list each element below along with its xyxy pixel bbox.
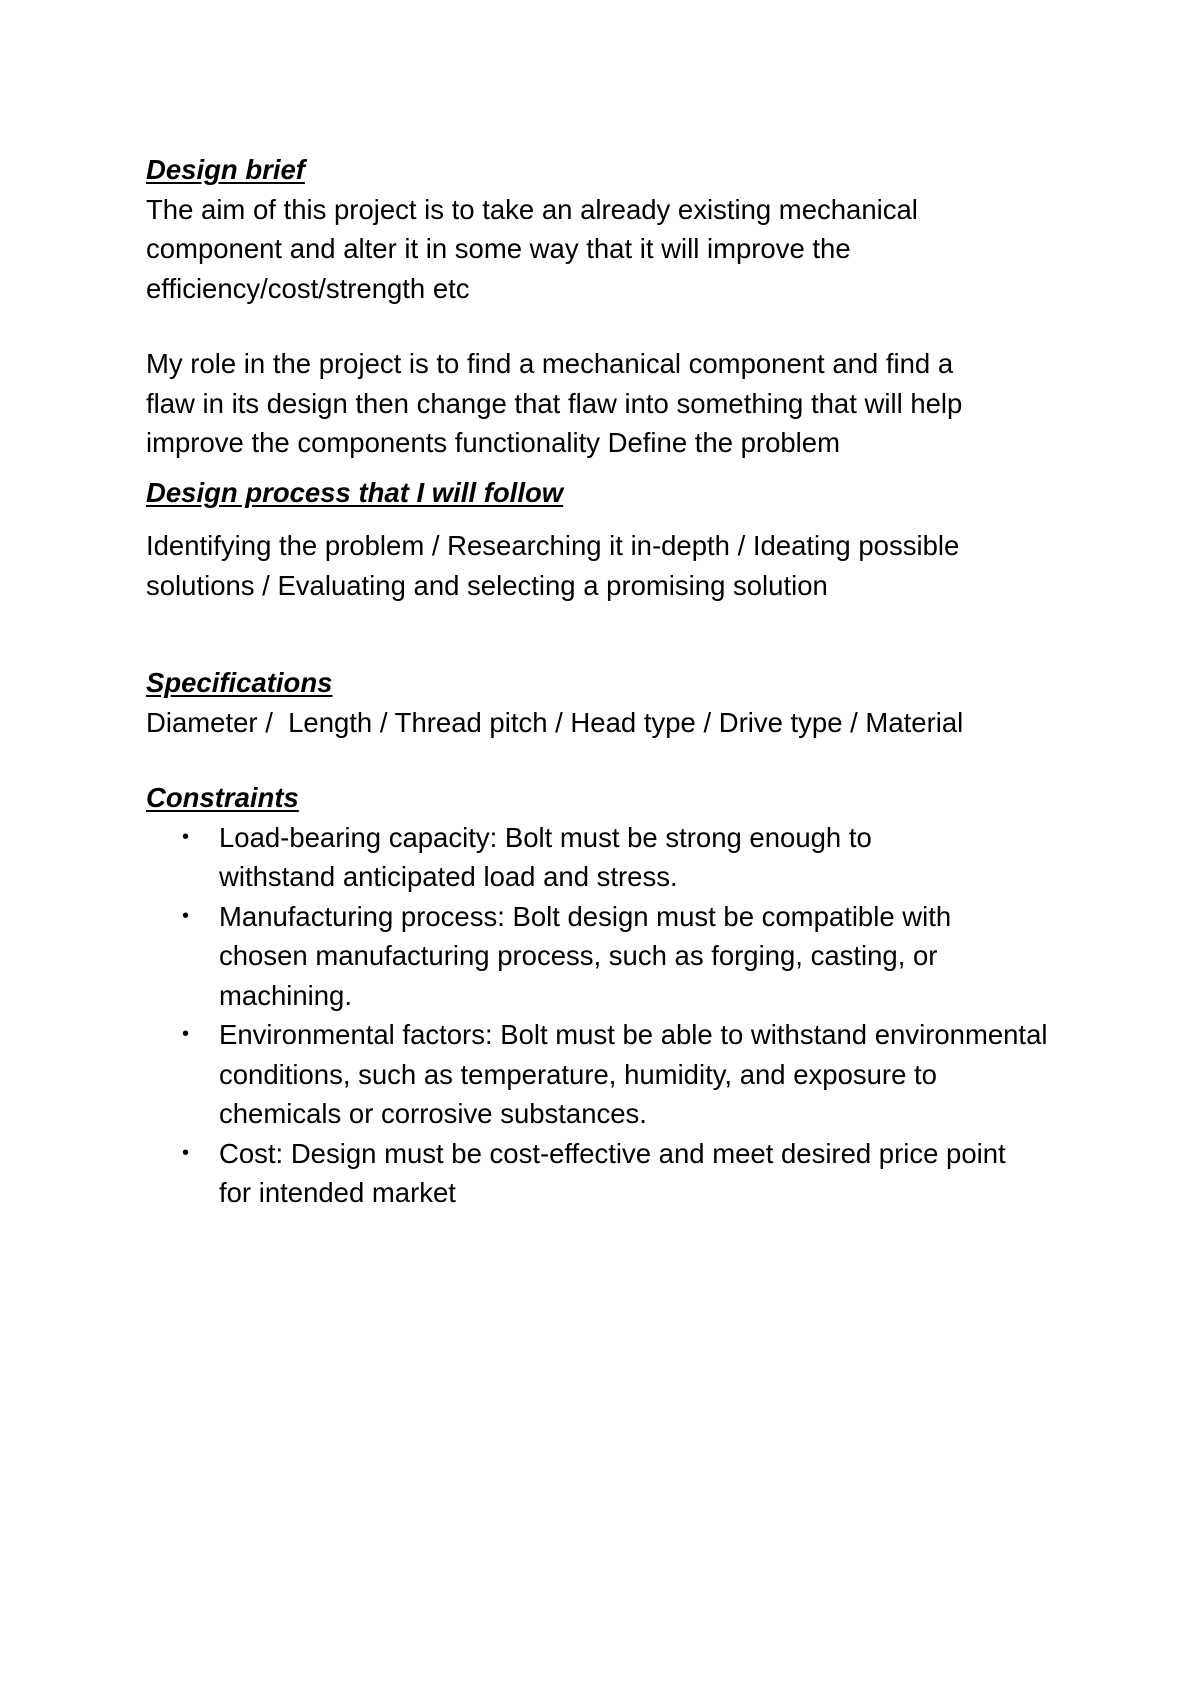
list-item xyxy=(146,897,1076,1016)
constraints-heading: Constraints xyxy=(146,782,299,813)
design-brief-paragraph-2: My role in the project is to find a mechanical component and find a flaw in its design then change that flaw into something that will help improve the components functionality Define the problem xyxy=(146,348,963,458)
list-item xyxy=(146,818,1076,897)
spacer xyxy=(146,463,1076,473)
list-item xyxy=(146,1015,1076,1134)
list-item xyxy=(146,1134,1076,1213)
bullet-icon: • xyxy=(182,825,190,848)
design-process-heading: Design process that I will follow xyxy=(146,476,564,508)
constraints-list xyxy=(146,818,1076,1213)
constraint-text: Cost: Design must be cost-effective and meet desired price point for intended market xyxy=(219,1137,1006,1208)
design-brief-heading: Design brief xyxy=(146,154,305,185)
specifications-text: Diameter / Length / Thread pitch / Head type / Drive type / Material xyxy=(146,706,964,738)
bullet-icon: • xyxy=(182,1141,190,1164)
constraint-text: Manufacturing process: Bolt design must be compatible with chosen manufacturing process, such as forging, casting, or machining. xyxy=(219,900,952,1011)
bullet-icon: • xyxy=(182,1023,190,1045)
design-process-text: Identifying the problem / Researching it in-depth / Ideating possible solutions / Evaluating and selecting a promising solution xyxy=(146,530,960,601)
spacer xyxy=(146,512,1076,526)
spacer xyxy=(146,605,1076,663)
spacer xyxy=(146,742,1076,778)
spacer xyxy=(146,308,1076,344)
specifications-heading: Specifications xyxy=(146,667,333,698)
constraint-text: Environmental factors: Bolt must be able to withstand environmental conditions, such as temperature, humidity, and exposure to chemicals or corrosive substances. xyxy=(219,1019,1048,1129)
constraint-text: Load-bearing capacity: Bolt must be strong enough to withstand anticipated load and stress. xyxy=(219,821,872,892)
design-brief-paragraph-1: The aim of this project is to take an already existing mechanical component and alter it in some way that it will improve the efficiency/cost/strength etc xyxy=(146,193,918,304)
document-page xyxy=(146,150,1076,1213)
bullet-icon: • xyxy=(182,904,190,927)
